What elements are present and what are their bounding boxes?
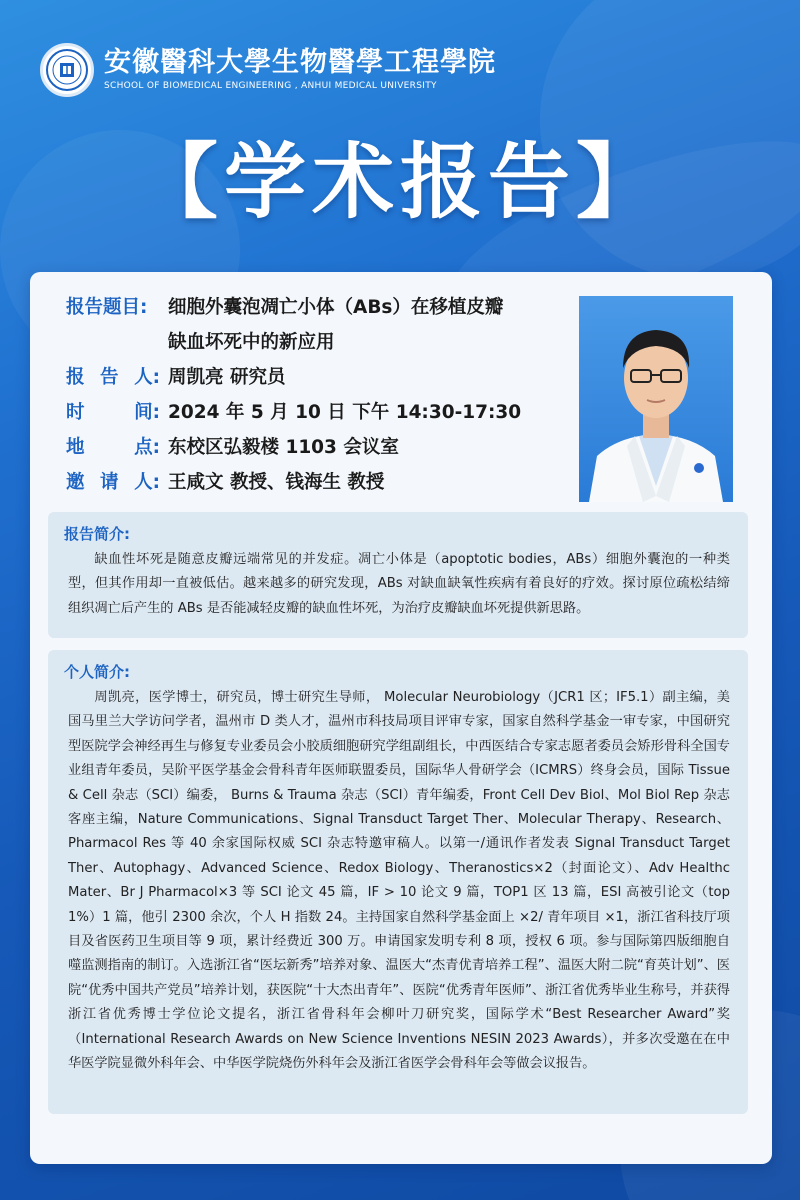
time-value: 2024 年 5 月 10 日 下午 14:30-17:30 (168, 402, 522, 423)
school-header (40, 40, 496, 100)
place-label: 地 点: (66, 437, 160, 458)
time-label: 时 间: (66, 402, 160, 423)
time-row (66, 395, 576, 430)
page-title: 【学术报告】 (135, 134, 664, 230)
topic-line1: 细胞外囊泡凋亡小体（ABs）在移植皮瓣 (168, 297, 504, 318)
summary-text: 缺血性坏死是随意皮瓣远端常见的并发症。凋亡小体是（apoptotic bodies，ABs）细胞外囊泡的一种类型，但其作用却一直被低估。越来越多的研究发现，ABs 对缺血缺氧性疾病有着良好的疗效。探讨原位疏松结缔组织凋亡后产生的 ABs 是否能减轻皮瓣的缺血性坏死，为治疗皮瓣缺血坏死提供新思路。 (68, 552, 730, 616)
speaker-label: 报 告 人: (66, 367, 160, 388)
inviter-value: 王咸文 教授、钱海生 教授 (168, 472, 385, 493)
bio-title: 个人简介: (64, 663, 130, 681)
school-name-cn: 安徽醫科大學生物醫學工程學院 (104, 47, 496, 78)
bio-text: 周凯亮，医学博士，研究员，博士研究生导师， Molecular Neurobiology（JCR1 区；IF5.1）副主编，美国马里兰大学访问学者，温州市 D 类人才，温州市科技局项目评审专家，国家自然科学基金一审专家，中国研究型医院学会神经再生与修复专业委员会小胶质细胞研究学组副组长，中西医结合专家志愿者委员会矫形骨科全国专业组青年委员，吴阶平医学基金会骨科青年医师联盟委员，国际华人骨研学会（ICMRS）终身会员，国际 Tissue & Cell 杂志（SCI）编委， Burns & Trauma 杂志（SCI）青年编委，Front Cell Dev Biol、Mol Biol Rep 杂志客座主编，Nature Communications、Signal Transduct Target Ther、Molecular Therapy、Research、Pharmacol Res 等 40 余家国际权威 SCI 杂志特邀审稿人。以第一/通讯作者发表 Signal Transduct Target Ther、Autophagy、Advanced Science、Redox Biology、Theranostics×2（封面论文）、Adv Healthc Mater、Br J Pharmacol×3 等 SCI 论文 45 篇，IF > 10 论文 9 篇，TOP1 区 13 篇，ESI 高被引论文（top 1%）1 篇，他引 2300 余次，个人 H 指数 24。主持国家自然科学基金面上 ×2/ 青年项目 ×1，浙江省科技厅项目及省医药卫生项目等 9 项，累计经费近 300 万。申请国家发明专利 8 项，授权 6 项。参与国际第四版细胞自噬监测指南的制订。入选浙江省“医坛新秀”培养对象、温医大“杰青优青培养工程”、温医大附二院“育英计划”、医院“优秀中国共产党员”培养计划，获医院“十大杰出青年”、医院“优秀青年医师”、浙江省优秀毕业生称号，并获得浙江省优秀博士学位论文提名，浙江省骨科年会柳叶刀研究奖，国际学术“Best Researcher Award”奖（International Research Awards on New Science Inventions NESIN 2023 Awards），并多次受邀在在中华医学院显微外科年会、中华医学院烧伤外科年会及浙江省医学会骨科年会等做会议报告。 (68, 690, 730, 1072)
school-name-en: SCHOOL OF BIOMEDICAL ENGINEERING , ANHUI MEDICAL UNIVERSITY (104, 81, 437, 91)
speaker-row (66, 360, 576, 395)
speaker-photo (579, 296, 733, 502)
summary-section (48, 512, 748, 638)
place-row (66, 430, 576, 465)
inviter-row (66, 465, 576, 500)
place-value: 东校区弘毅楼 1103 会议室 (168, 437, 399, 458)
topic-row (66, 290, 576, 325)
university-emblem-icon (40, 43, 94, 97)
summary-title: 报告简介: (64, 525, 130, 543)
topic-line2: 缺血坏死中的新应用 (168, 332, 335, 353)
content-card (30, 272, 772, 1164)
inviter-label: 邀 请 人: (66, 472, 160, 493)
speaker-value: 周凯亮 研究员 (168, 367, 286, 388)
topic-label: 报告题目: (66, 297, 148, 318)
bio-section (48, 650, 748, 1114)
lecture-info (66, 290, 576, 500)
topic-row-2 (66, 325, 576, 360)
